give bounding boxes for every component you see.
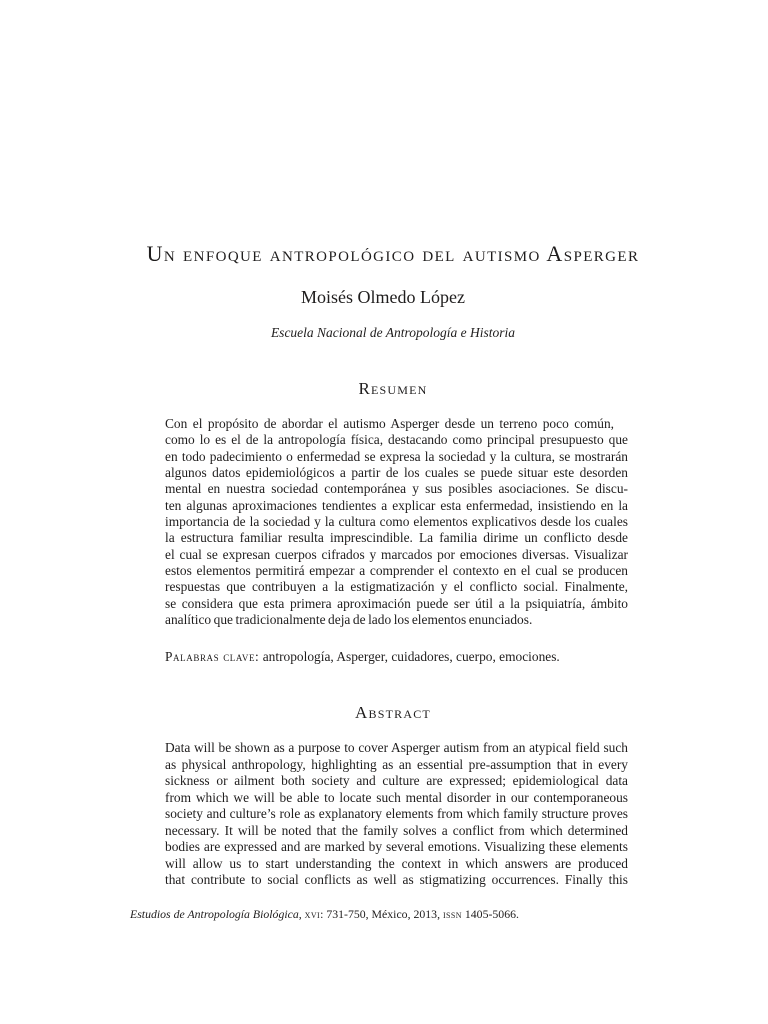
resumen-line: respuestas que contribuyen a la estigmatización y el conflicto social. Finalmente, [165,579,628,595]
resumen-line: analítico que tradicionalmente deja de lado los elementos enunciados. [165,611,533,627]
resumen-line: Con el propósito de abordar el autismo Asperger desde un terreno poco común, [165,416,614,431]
resumen-line: mental en nuestra sociedad contemporánea y sus posibles asociaciones. Se discu- [165,481,628,497]
abstract-line: bodies are expressed and are marked by several emotions. Visualizing these elements [165,839,628,854]
keywords-list: antropología, Asperger, cuidadores, cuerpo, emociones. [262,649,560,664]
resumen-line: la estructura familiar resulta imprescindible. La familia dirime un conflicto desde [165,530,628,546]
author-affiliation: Escuela Nacional de Antropología e Historia [270,325,516,340]
resumen-line: como lo es el de la antropología física, destacando como principal presupuesto que [165,432,628,448]
issn-number: 1405-5066. [464,907,519,921]
keywords-label: Palabras clave: [165,649,260,664]
abstract-line: necessary. It will be noted that the family solves a conflict from which determined [165,822,628,838]
keywords [165,649,560,665]
article-title: Un enfoque antropológico del autismo Asperger [146,241,640,266]
citation-details: : 731-750, México, 2013, [320,907,441,921]
abstract-line: society and culture’s role as explanatory elements from which family structure proves [165,806,628,821]
resumen-line: estos elementos permitirá empezar a comprender el contexto en el cual se producen [165,562,628,578]
author-name: Moisés Olmedo López [301,287,465,307]
abstract-line: that contribute to social conflicts as well as stigmatizing occurrences. Finally this [165,872,628,887]
journal-volume: xvi [304,907,321,921]
abstract-text [165,740,628,889]
resumen-line: en todo padecimiento o enfermedad se expresa la sociedad y la cultura, se mostrarán [165,448,628,464]
resumen-line: se considera que esta primera aproximación puede ser útil a la psiquiatría, ámbito [165,595,628,611]
resumen-line: ten algunas aproximaciones tendientes a explicar esta enfermedad, insistiendo en la [165,497,628,513]
abstract-line: from which we will be able to locate such mental disorder in our contemporaneous [165,789,628,805]
resumen-heading: Resumen [358,379,428,398]
resumen-line: algunos datos epidemiológicos a partir de los cuales se puede situar este desorden [165,464,628,480]
abstract-line: Data will be shown as a purpose to cover Asperger autism from an atypical field such [165,740,628,755]
journal-name: Estudios de Antropología Biológica, [130,907,302,921]
resumen-text [165,416,628,628]
resumen-line: el cual se expresan cuerpos cifrados y marcados por emociones diversas. Visualizar [165,546,628,562]
issn-label: issn [442,907,462,921]
abstract-line: sickness or ailment both society and culture are expressed; epidemiological data [165,773,628,788]
citation-footer [130,906,519,922]
abstract-line: as physical anthropology, highlighting as an essential pre-assumption that in every [165,756,628,772]
abstract-line: will allow us to start understanding the context in which answers are produced [165,855,628,871]
abstract-heading: Abstract [355,703,431,722]
resumen-line: importancia de la sociedad y la cultura como elementos explicativos desde los cuales [165,513,628,529]
